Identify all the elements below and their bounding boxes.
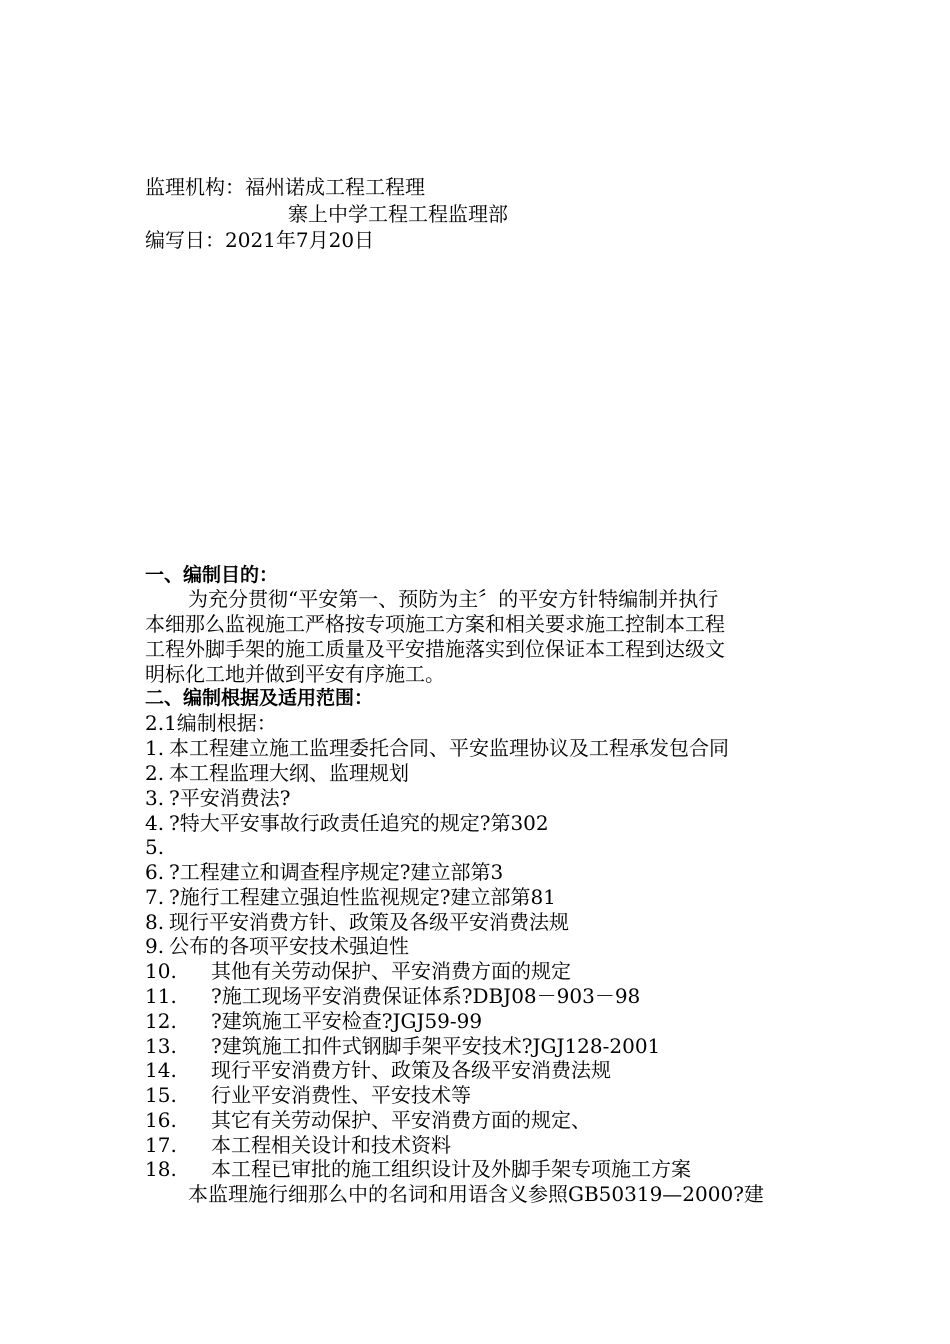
list-item	[145, 786, 290, 811]
list-item	[145, 736, 729, 761]
list-number: 7.	[145, 885, 165, 909]
list-number: 1.	[145, 736, 165, 760]
list-number: 16.	[145, 1108, 177, 1132]
list-item	[145, 934, 409, 959]
list-number: 4.	[145, 811, 165, 835]
list-item	[145, 959, 571, 984]
list-number: 5.	[145, 835, 165, 859]
list-number: 3.	[145, 786, 165, 810]
list-number: 18.	[145, 1157, 177, 1181]
list-number: 8.	[145, 910, 165, 934]
list-text: 其他有关劳动保护、平安消费方面的规定	[211, 959, 571, 983]
closing-line: 本监理施行细那么中的名词和用语含义参照GB50319—2000?建	[188, 1182, 764, 1206]
list-text: 本工程相关设计和技术资料	[211, 1133, 451, 1157]
list-item	[145, 984, 640, 1009]
list-text: 本工程建立施工监理委托合同、平安监理协议及工程承发包合同	[169, 736, 729, 760]
list-text: ?工程建立和调查程序规定?建立部第3	[169, 860, 504, 884]
list-number: 15.	[145, 1083, 177, 1107]
list-number: 10.	[145, 959, 177, 983]
paragraph-line: 明标化工地并做到平安有序施工。	[145, 662, 445, 686]
list-number: 6.	[145, 860, 165, 884]
paragraph-line: 为充分贯彻“平安第一、预防为主〞的平安方针特编制并执行	[188, 587, 719, 611]
list-text: ?建筑施工扣件式钢脚手架平安技术?JGJ128-2001	[211, 1034, 661, 1058]
list-text: ?施工现场平安消费保证体系?DBJ08－903－98	[211, 984, 641, 1008]
list-number: 14.	[145, 1058, 177, 1082]
list-text: 公布的各项平安技术强迫性	[169, 934, 409, 958]
org-line: 监理机构：福州诺成工程工程理	[145, 175, 425, 199]
list-item	[145, 1083, 471, 1108]
list-item	[145, 885, 556, 910]
list-text: 本工程监理大纲、监理规划	[169, 761, 409, 785]
list-item	[145, 1157, 691, 1182]
list-text: 现行平安消费方针、政策及各级平安消费法规	[211, 1058, 611, 1082]
list-item	[145, 1058, 611, 1083]
list-number: 13.	[145, 1034, 177, 1058]
list-text: 本工程已审批的施工组织设计及外脚手架专项施工方案	[211, 1157, 691, 1181]
list-number: 9.	[145, 934, 165, 958]
list-text: 现行平安消费方针、政策及各级平安消费法规	[169, 910, 569, 934]
section2-heading: 二、编制根据及适用范围：	[145, 687, 374, 709]
section2-subheading: 2.1编制根据：	[145, 711, 277, 735]
list-text: ?平安消费法?	[169, 786, 291, 810]
list-number: 12.	[145, 1009, 177, 1033]
list-item	[145, 860, 503, 885]
list-item	[145, 835, 169, 860]
date-line: 编写日：2021年7月20日	[145, 228, 375, 252]
list-number: 2.	[145, 761, 165, 785]
list-text: 行业平安消费性、平安技术等	[211, 1083, 471, 1107]
list-text: ?施行工程建立强迫性监视规定?建立部第81	[169, 885, 556, 909]
paragraph-line: 工程外脚手架的施工质量及平安措施落实到位保证本工程到达级文	[145, 637, 725, 661]
list-item	[145, 1133, 451, 1158]
list-item	[145, 1009, 482, 1034]
list-number: 17.	[145, 1133, 177, 1157]
dept-line: 寨上中学工程工程监理部	[288, 202, 508, 226]
list-item	[145, 811, 549, 836]
paragraph-line: 本细那么监视施工严格按专项施工方案和相关要求施工控制本工程	[145, 612, 725, 636]
list-number: 11.	[145, 984, 177, 1008]
section1-heading: 一、编制目的：	[145, 564, 279, 586]
list-item	[145, 910, 569, 935]
list-text: ?特大平安事故行政责任追究的规定?第302	[169, 811, 549, 835]
list-item	[145, 1034, 660, 1059]
list-item	[145, 1108, 591, 1133]
list-text: 其它有关劳动保护、平安消费方面的规定、	[211, 1108, 591, 1132]
list-text: ?建筑施工平安检查?JGJ59-99	[211, 1009, 483, 1033]
list-item	[145, 761, 409, 786]
